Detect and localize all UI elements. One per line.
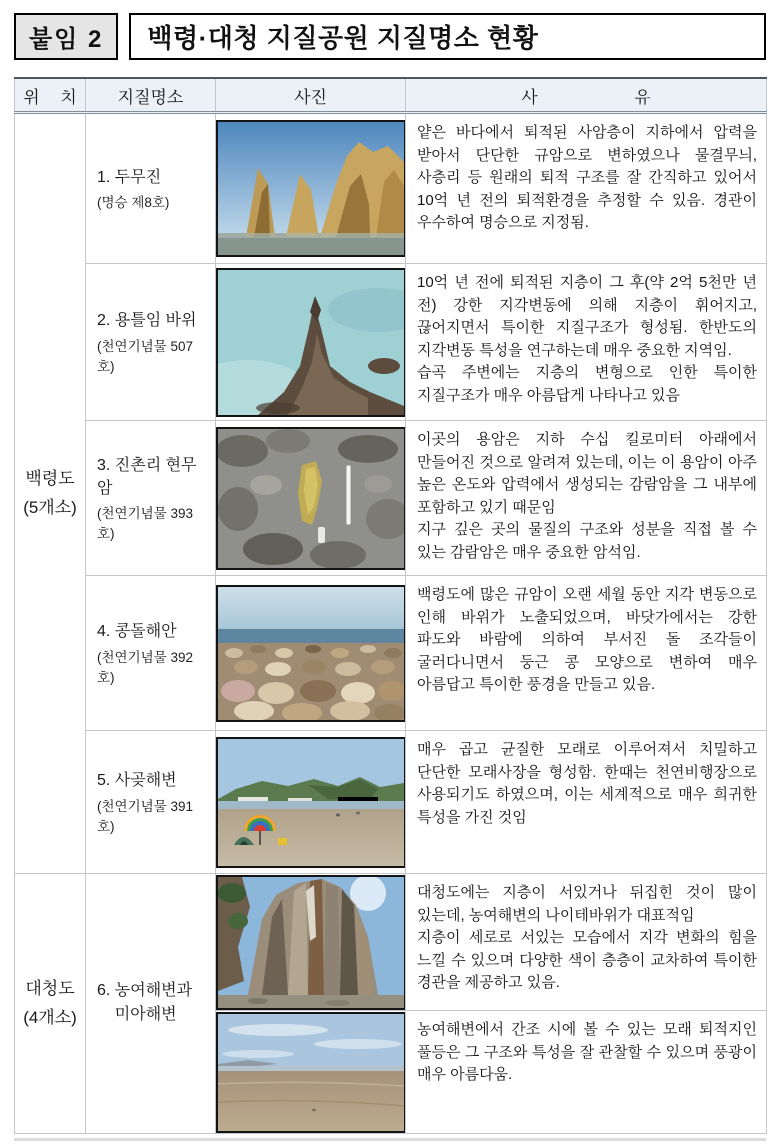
location-baengnyeongdo [15, 113, 86, 874]
site-reason: 이곳의 용암은 지하 수십 킬로미터 아래에서 만들어진 것으로 알려져 있는데, 이는 이 용암이 아주 높은 온도와 압력에서 생성되는 감람암을 그 내부에 포함하고 있기 때문임 지구 깊은 곳의 물질의 구조와 성분을 직접 볼 수 있는 감람암은 매우 중요한 암석임. [417, 431, 757, 561]
site-name: 2. 용틀임 바위 [97, 312, 197, 330]
site-designation: (천연기념물 507 호) [97, 338, 193, 374]
table-row [15, 874, 767, 1011]
location-name: 백령도 [25, 468, 75, 488]
site-name: 1. 두무진 [97, 168, 162, 186]
page-title: 백령·대청 지질공원 지질명소 현황 [129, 13, 766, 60]
title-bar [14, 13, 766, 60]
kongdol-pebble-beach-photo [216, 585, 406, 722]
yongteurim-rock-photo [216, 268, 406, 417]
col-header-location: 위 치 [15, 78, 86, 113]
table-row [15, 576, 767, 731]
site-name: 6. 농여해변과 미아해변 [97, 982, 193, 1023]
location-count: (4개소) [23, 1007, 77, 1027]
geosites-table [14, 77, 767, 1134]
col-header-site: 지질명소 [86, 78, 216, 113]
site-reason: 백령도에 많은 규암이 오랜 세월 동안 지각 변동으로 인해 바위가 노출되었으며, 바닷가에서는 강한 파도와 바람에 의하여 부서진 돌 조각들이 굴러다니면서 둥근 콩 모양으로 변하여 매우 아름답고 특이한 풍경을 만들고 있음. [417, 586, 757, 693]
jinchonri-basalt-photo [216, 427, 406, 570]
site-reason: 얕은 바다에서 퇴적된 사암층이 지하에서 압력을 받아서 단단한 규암으로 변하였으나 물결무늬, 사층리 등 원래의 퇴적 구조를 잘 간직하고 있어서 10억 년 전의 퇴적환경을 추정할 수 있음. 경관이 우수하여 명승으로 지정됨. [417, 124, 757, 231]
location-name: 대청도 [25, 978, 75, 998]
site-designation: (명승 제8호) [97, 195, 170, 211]
table-row [15, 421, 767, 576]
site-reason: 대청도에는 지층이 서있거나 뒤집힌 것이 많이 있는데, 농여해변의 나이테바위가 대표적임 지층이 세로로 서있는 모습에서 지각 변화의 힘을 느낄 수 있으며 다양한 색이 층층이 교차하여 특이한 경관을 제공하고 있음. [417, 884, 757, 991]
sagot-beach-photo [216, 737, 406, 868]
header-row [15, 78, 767, 113]
site-designation: (천연기념물 393 호) [97, 506, 193, 542]
col-header-photo: 사진 [216, 78, 406, 113]
naite-rock-photo [216, 875, 406, 1010]
site-reason: 매우 곱고 균질한 모래로 이루어져서 치밀하고 단단한 모래사장을 형성함. 한때는 천연비행장으로 사용되기도 하였으며, 이는 세계적으로 매우 희귀한 특성을 가진 것임 [417, 741, 757, 826]
location-count: (5개소) [23, 497, 77, 517]
site-name: 3. 진촌리 현무암 [97, 456, 197, 497]
location-daecheongdo [15, 874, 86, 1134]
table-row [15, 113, 767, 264]
site-reason: 10억 년 전에 퇴적된 지층이 그 후(약 2억 5천만 년 전) 강한 지각변동에 의해 지층이 휘어지고, 끊어지면서 특이한 지질구조가 형성됨. 한반도의 지각변동 특성을 연구하는데 매우 중요한 지역임. 습곡 주변에는 지층의 변형으로 인한 특이한 지질구조가 매우 아름답게 나타나고 있음 [417, 274, 757, 404]
table-row [15, 731, 767, 874]
site-name: 5. 사곶해변 [97, 772, 177, 790]
site-name: 4. 콩돌해안 [97, 623, 177, 641]
site-reason: 농여해변에서 간조 시에 볼 수 있는 모래 퇴적지인 풀등은 그 구조와 특성을 잘 관찰할 수 있으며 풍광이 매우 아름다움. [417, 1021, 757, 1083]
site-designation: (천연기념물 391 호) [97, 798, 193, 834]
puldeung-sand-flat-photo [216, 1012, 406, 1133]
site-designation: (천연기념물 392 호) [97, 649, 193, 685]
table-row [15, 264, 767, 421]
table-bottom-border [14, 1138, 766, 1141]
dumujin-sea-cliffs-photo [216, 120, 406, 257]
col-header-reason: 사 유 [406, 78, 767, 113]
attachment-tag: 붙임 2 [14, 13, 118, 60]
